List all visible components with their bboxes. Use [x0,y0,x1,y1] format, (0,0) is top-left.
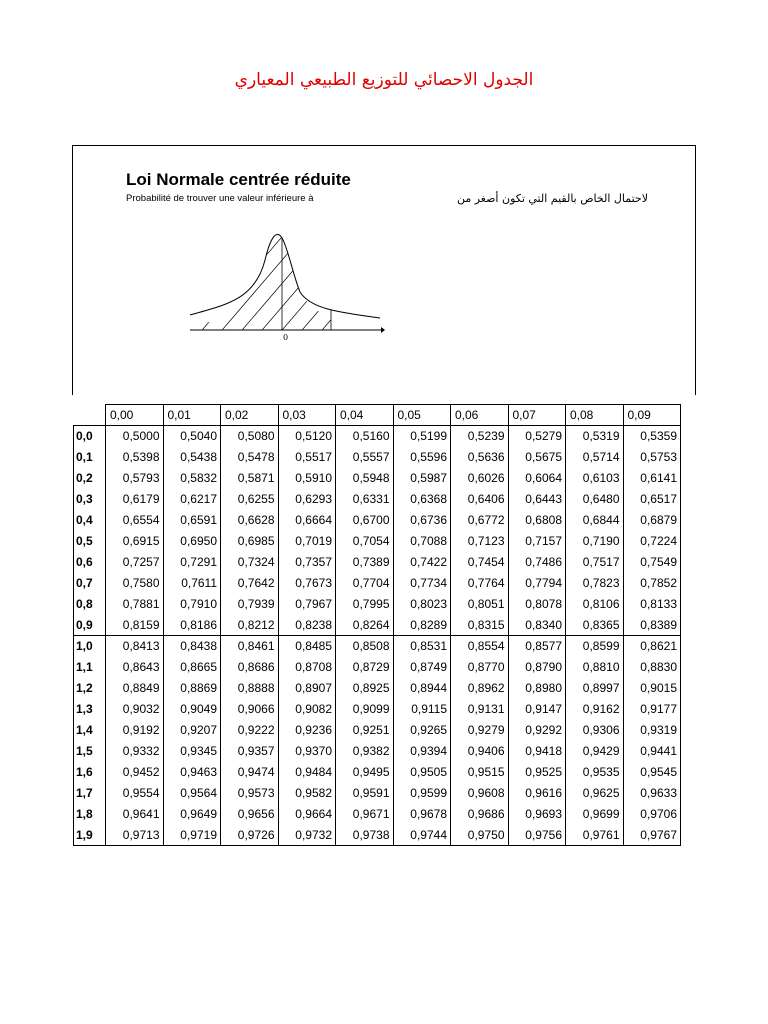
table-body [74,426,681,846]
table-cell: 0,7486 [508,552,566,573]
table-cell: 0,9649 [163,804,221,825]
table-cell: 0,9750 [451,825,509,846]
table-cell: 0,6772 [451,510,509,531]
table-cell: 0,6879 [623,510,681,531]
table-cell: 0,6628 [221,510,279,531]
table-cell: 0,5040 [163,426,221,447]
table-cell: 0,9162 [566,699,624,720]
table-cell: 0,6554 [106,510,164,531]
column-header: 0,07 [508,405,566,426]
table-cell: 0,8264 [336,615,394,636]
table-cell: 0,5239 [451,426,509,447]
table-cell: 0,9656 [221,804,279,825]
table-cell: 0,7823 [566,573,624,594]
table-cell: 0,9082 [278,699,336,720]
table-cell: 0,7549 [623,552,681,573]
table-cell: 0,8485 [278,636,336,657]
column-header: 0,08 [566,405,624,426]
table-row [74,657,681,678]
figure-title: Loi Normale centrée réduite [126,170,351,189]
row-header: 0,2 [74,468,106,489]
table-cell: 0,7123 [451,531,509,552]
table-cell: 0,7967 [278,594,336,615]
table-cell: 0,9678 [393,804,451,825]
table-cell: 0,8577 [508,636,566,657]
table-row [74,468,681,489]
table-cell: 0,8749 [393,657,451,678]
table-row [74,804,681,825]
table-cell: 0,6103 [566,468,624,489]
row-header: 1,0 [74,636,106,657]
table-row [74,615,681,636]
table-cell: 0,5557 [336,447,394,468]
table-cell: 0,8078 [508,594,566,615]
table-cell: 0,9505 [393,762,451,783]
row-header: 1,3 [74,699,106,720]
row-header: 0,6 [74,552,106,573]
table-cell: 0,9744 [393,825,451,846]
table-row [74,489,681,510]
table-cell: 0,7422 [393,552,451,573]
table-cell: 0,6064 [508,468,566,489]
table-cell: 0,8340 [508,615,566,636]
arabic-caption: لاحتمال الخاص بالقيم التي تكون أصغر من [456,192,648,205]
table-cell: 0,8770 [451,657,509,678]
table-row [74,426,681,447]
table-cell: 0,5871 [221,468,279,489]
table-cell: 0,9641 [106,804,164,825]
table-cell: 0,8665 [163,657,221,678]
table-cell: 0,9671 [336,804,394,825]
table-cell: 0,8810 [566,657,624,678]
table-cell: 0,9664 [278,804,336,825]
table-cell: 0,6331 [336,489,394,510]
header-row [74,405,681,426]
table-cell: 0,9599 [393,783,451,804]
row-header: 1,5 [74,741,106,762]
table-cell: 0,8944 [393,678,451,699]
row-header: 0,1 [74,447,106,468]
table-cell: 0,8461 [221,636,279,657]
table-row [74,510,681,531]
table-cell: 0,9582 [278,783,336,804]
table-cell: 0,7939 [221,594,279,615]
row-header: 1,9 [74,825,106,846]
table-cell: 0,8438 [163,636,221,657]
table-cell: 0,5359 [623,426,681,447]
table-cell: 0,9693 [508,804,566,825]
table-cell: 0,5398 [106,447,164,468]
table-cell: 0,6664 [278,510,336,531]
table-cell: 0,5987 [393,468,451,489]
table-cell: 0,9525 [508,762,566,783]
column-header: 0,01 [163,405,221,426]
table-row [74,720,681,741]
table-cell: 0,5279 [508,426,566,447]
table-cell: 0,7324 [221,552,279,573]
table-cell: 0,9066 [221,699,279,720]
table-cell: 0,9394 [393,741,451,762]
table-cell: 0,8599 [566,636,624,657]
table-cell: 0,7088 [393,531,451,552]
table-cell: 0,5199 [393,426,451,447]
table-cell: 0,7019 [278,531,336,552]
table-row [74,594,681,615]
table-cell: 0,5793 [106,468,164,489]
table-cell: 0,8212 [221,615,279,636]
table-cell: 0,7995 [336,594,394,615]
table-cell: 0,7910 [163,594,221,615]
table-cell: 0,9292 [508,720,566,741]
column-header: 0,03 [278,405,336,426]
row-header: 0,9 [74,615,106,636]
table-cell: 0,9370 [278,741,336,762]
page-title: الجدول الاحصائي للتوزيع الطبيعي المعياري [234,70,534,90]
table-cell: 0,9686 [451,804,509,825]
table-cell: 0,5517 [278,447,336,468]
table-cell: 0,9608 [451,783,509,804]
table-cell: 0,8315 [451,615,509,636]
table-cell: 0,8023 [393,594,451,615]
table-cell: 0,6985 [221,531,279,552]
table-cell: 0,6368 [393,489,451,510]
table-cell: 0,6406 [451,489,509,510]
table-cell: 0,5478 [221,447,279,468]
table-cell: 0,9726 [221,825,279,846]
table-cell: 0,8106 [566,594,624,615]
table-cell: 0,9738 [336,825,394,846]
table-cell: 0,9515 [451,762,509,783]
table-cell: 0,5160 [336,426,394,447]
table-cell: 0,6808 [508,510,566,531]
column-header: 0,00 [106,405,164,426]
table-cell: 0,9719 [163,825,221,846]
table-row [74,678,681,699]
table-cell: 0,8869 [163,678,221,699]
row-header: 0,7 [74,573,106,594]
table-cell: 0,9236 [278,720,336,741]
table-cell: 0,7454 [451,552,509,573]
table-cell: 0,9767 [623,825,681,846]
normal-curve-diagram [185,220,385,335]
table-cell: 0,5948 [336,468,394,489]
table-cell: 0,8159 [106,615,164,636]
table-cell: 0,8389 [623,615,681,636]
table-cell: 0,8790 [508,657,566,678]
table-cell: 0,9463 [163,762,221,783]
table-cell: 0,5438 [163,447,221,468]
zero-label: 0 [283,333,289,342]
table-cell: 0,9452 [106,762,164,783]
table-cell: 0,7704 [336,573,394,594]
row-header: 1,8 [74,804,106,825]
row-header: 0,3 [74,489,106,510]
table-cell: 0,6217 [163,489,221,510]
table-cell: 0,6255 [221,489,279,510]
table-cell: 0,9545 [623,762,681,783]
table-cell: 0,9564 [163,783,221,804]
table-cell: 0,6700 [336,510,394,531]
table-cell: 0,8729 [336,657,394,678]
table-cell: 0,7190 [566,531,624,552]
table-cell: 0,6517 [623,489,681,510]
table-cell: 0,5636 [451,447,509,468]
table-cell: 0,9441 [623,741,681,762]
table-cell: 0,7764 [451,573,509,594]
table-cell: 0,7734 [393,573,451,594]
table-cell: 0,8980 [508,678,566,699]
table-cell: 0,8133 [623,594,681,615]
row-header: 1,7 [74,783,106,804]
row-header: 0,5 [74,531,106,552]
table-cell: 0,6480 [566,489,624,510]
table-cell: 0,7852 [623,573,681,594]
table-cell: 0,8962 [451,678,509,699]
table-cell: 0,9382 [336,741,394,762]
column-header: 0,05 [393,405,451,426]
table-row [74,573,681,594]
table-cell: 0,8888 [221,678,279,699]
table-cell: 0,7157 [508,531,566,552]
table-cell: 0,8238 [278,615,336,636]
row-header: 1,4 [74,720,106,741]
table-cell: 0,9207 [163,720,221,741]
table-cell: 0,6179 [106,489,164,510]
table-cell: 0,8365 [566,615,624,636]
table-cell: 0,6915 [106,531,164,552]
table-cell: 0,7291 [163,552,221,573]
table-cell: 0,7224 [623,531,681,552]
table-cell: 0,9732 [278,825,336,846]
table-cell: 0,9706 [623,804,681,825]
table-cell: 0,6844 [566,510,624,531]
table-cell: 0,9573 [221,783,279,804]
table-cell: 0,8531 [393,636,451,657]
table-cell: 0,5000 [106,426,164,447]
normal-distribution-table [73,404,681,846]
table-cell: 0,9616 [508,783,566,804]
table-cell: 0,8907 [278,678,336,699]
table-cell: 0,5319 [566,426,624,447]
column-header: 0,02 [221,405,279,426]
table-cell: 0,7794 [508,573,566,594]
table-cell: 0,7881 [106,594,164,615]
table-cell: 0,8643 [106,657,164,678]
table-cell: 0,9495 [336,762,394,783]
table-cell: 0,9032 [106,699,164,720]
table-cell: 0,9554 [106,783,164,804]
column-header: 0,04 [336,405,394,426]
table-cell: 0,9418 [508,741,566,762]
table-cell: 0,9015 [623,678,681,699]
table-cell: 0,5714 [566,447,624,468]
table-cell: 0,9222 [221,720,279,741]
table-cell: 0,9756 [508,825,566,846]
table-cell: 0,9251 [336,720,394,741]
table-cell: 0,9177 [623,699,681,720]
table-cell: 0,8997 [566,678,624,699]
corner-cell [74,405,106,426]
row-header: 0,0 [74,426,106,447]
table-cell: 0,9699 [566,804,624,825]
table-cell: 0,9147 [508,699,566,720]
table-row [74,825,681,846]
table-row [74,531,681,552]
table-cell: 0,8554 [451,636,509,657]
table-cell: 0,8686 [221,657,279,678]
table-row [74,636,681,657]
table-cell: 0,9633 [623,783,681,804]
table-cell: 0,7389 [336,552,394,573]
table-cell: 0,7517 [566,552,624,573]
table-cell: 0,6443 [508,489,566,510]
table-cell: 0,9115 [393,699,451,720]
table-cell: 0,9484 [278,762,336,783]
table-cell: 0,9625 [566,783,624,804]
table-row [74,699,681,720]
table-cell: 0,5120 [278,426,336,447]
table-cell: 0,8925 [336,678,394,699]
table-cell: 0,6293 [278,489,336,510]
table-cell: 0,8186 [163,615,221,636]
table-cell: 0,8621 [623,636,681,657]
table-row [74,762,681,783]
row-header: 0,8 [74,594,106,615]
table-cell: 0,9357 [221,741,279,762]
table-cell: 0,8849 [106,678,164,699]
table-cell: 0,5832 [163,468,221,489]
table-cell: 0,6141 [623,468,681,489]
table-row [74,741,681,762]
table-cell: 0,8830 [623,657,681,678]
column-header: 0,06 [451,405,509,426]
table-cell: 0,9429 [566,741,624,762]
table-cell: 0,7054 [336,531,394,552]
column-header: 0,09 [623,405,681,426]
table-cell: 0,9345 [163,741,221,762]
row-header: 0,4 [74,510,106,531]
table-cell: 0,9279 [451,720,509,741]
table-cell: 0,9049 [163,699,221,720]
table-row [74,552,681,573]
row-header: 1,1 [74,657,106,678]
table-cell: 0,7257 [106,552,164,573]
table-cell: 0,9265 [393,720,451,741]
table-cell: 0,9591 [336,783,394,804]
table-cell: 0,7611 [163,573,221,594]
table-cell: 0,7642 [221,573,279,594]
table-cell: 0,6026 [451,468,509,489]
table-cell: 0,7357 [278,552,336,573]
table-cell: 0,9306 [566,720,624,741]
table-cell: 0,6950 [163,531,221,552]
table-cell: 0,9099 [336,699,394,720]
table-cell: 0,6591 [163,510,221,531]
row-header: 1,2 [74,678,106,699]
table-cell: 0,5753 [623,447,681,468]
table-cell: 0,8289 [393,615,451,636]
table-cell: 0,9761 [566,825,624,846]
table-cell: 0,7673 [278,573,336,594]
table-row [74,783,681,804]
table-cell: 0,8051 [451,594,509,615]
table-cell: 0,9319 [623,720,681,741]
table-cell: 0,8413 [106,636,164,657]
table-row [74,447,681,468]
table-cell: 0,5596 [393,447,451,468]
table-cell: 0,9474 [221,762,279,783]
table-cell: 0,9535 [566,762,624,783]
table-cell: 0,9713 [106,825,164,846]
table-cell: 0,7580 [106,573,164,594]
table-cell: 0,9406 [451,741,509,762]
table-cell: 0,9131 [451,699,509,720]
table-cell: 0,9332 [106,741,164,762]
table-cell: 0,9192 [106,720,164,741]
table-cell: 0,8708 [278,657,336,678]
table-cell: 0,5675 [508,447,566,468]
table-cell: 0,6736 [393,510,451,531]
row-header: 1,6 [74,762,106,783]
table-cell: 0,5080 [221,426,279,447]
figure-subtitle: Probabilité de trouver une valeur inférieure à [126,193,314,204]
table-cell: 0,8508 [336,636,394,657]
table-cell: 0,5910 [278,468,336,489]
